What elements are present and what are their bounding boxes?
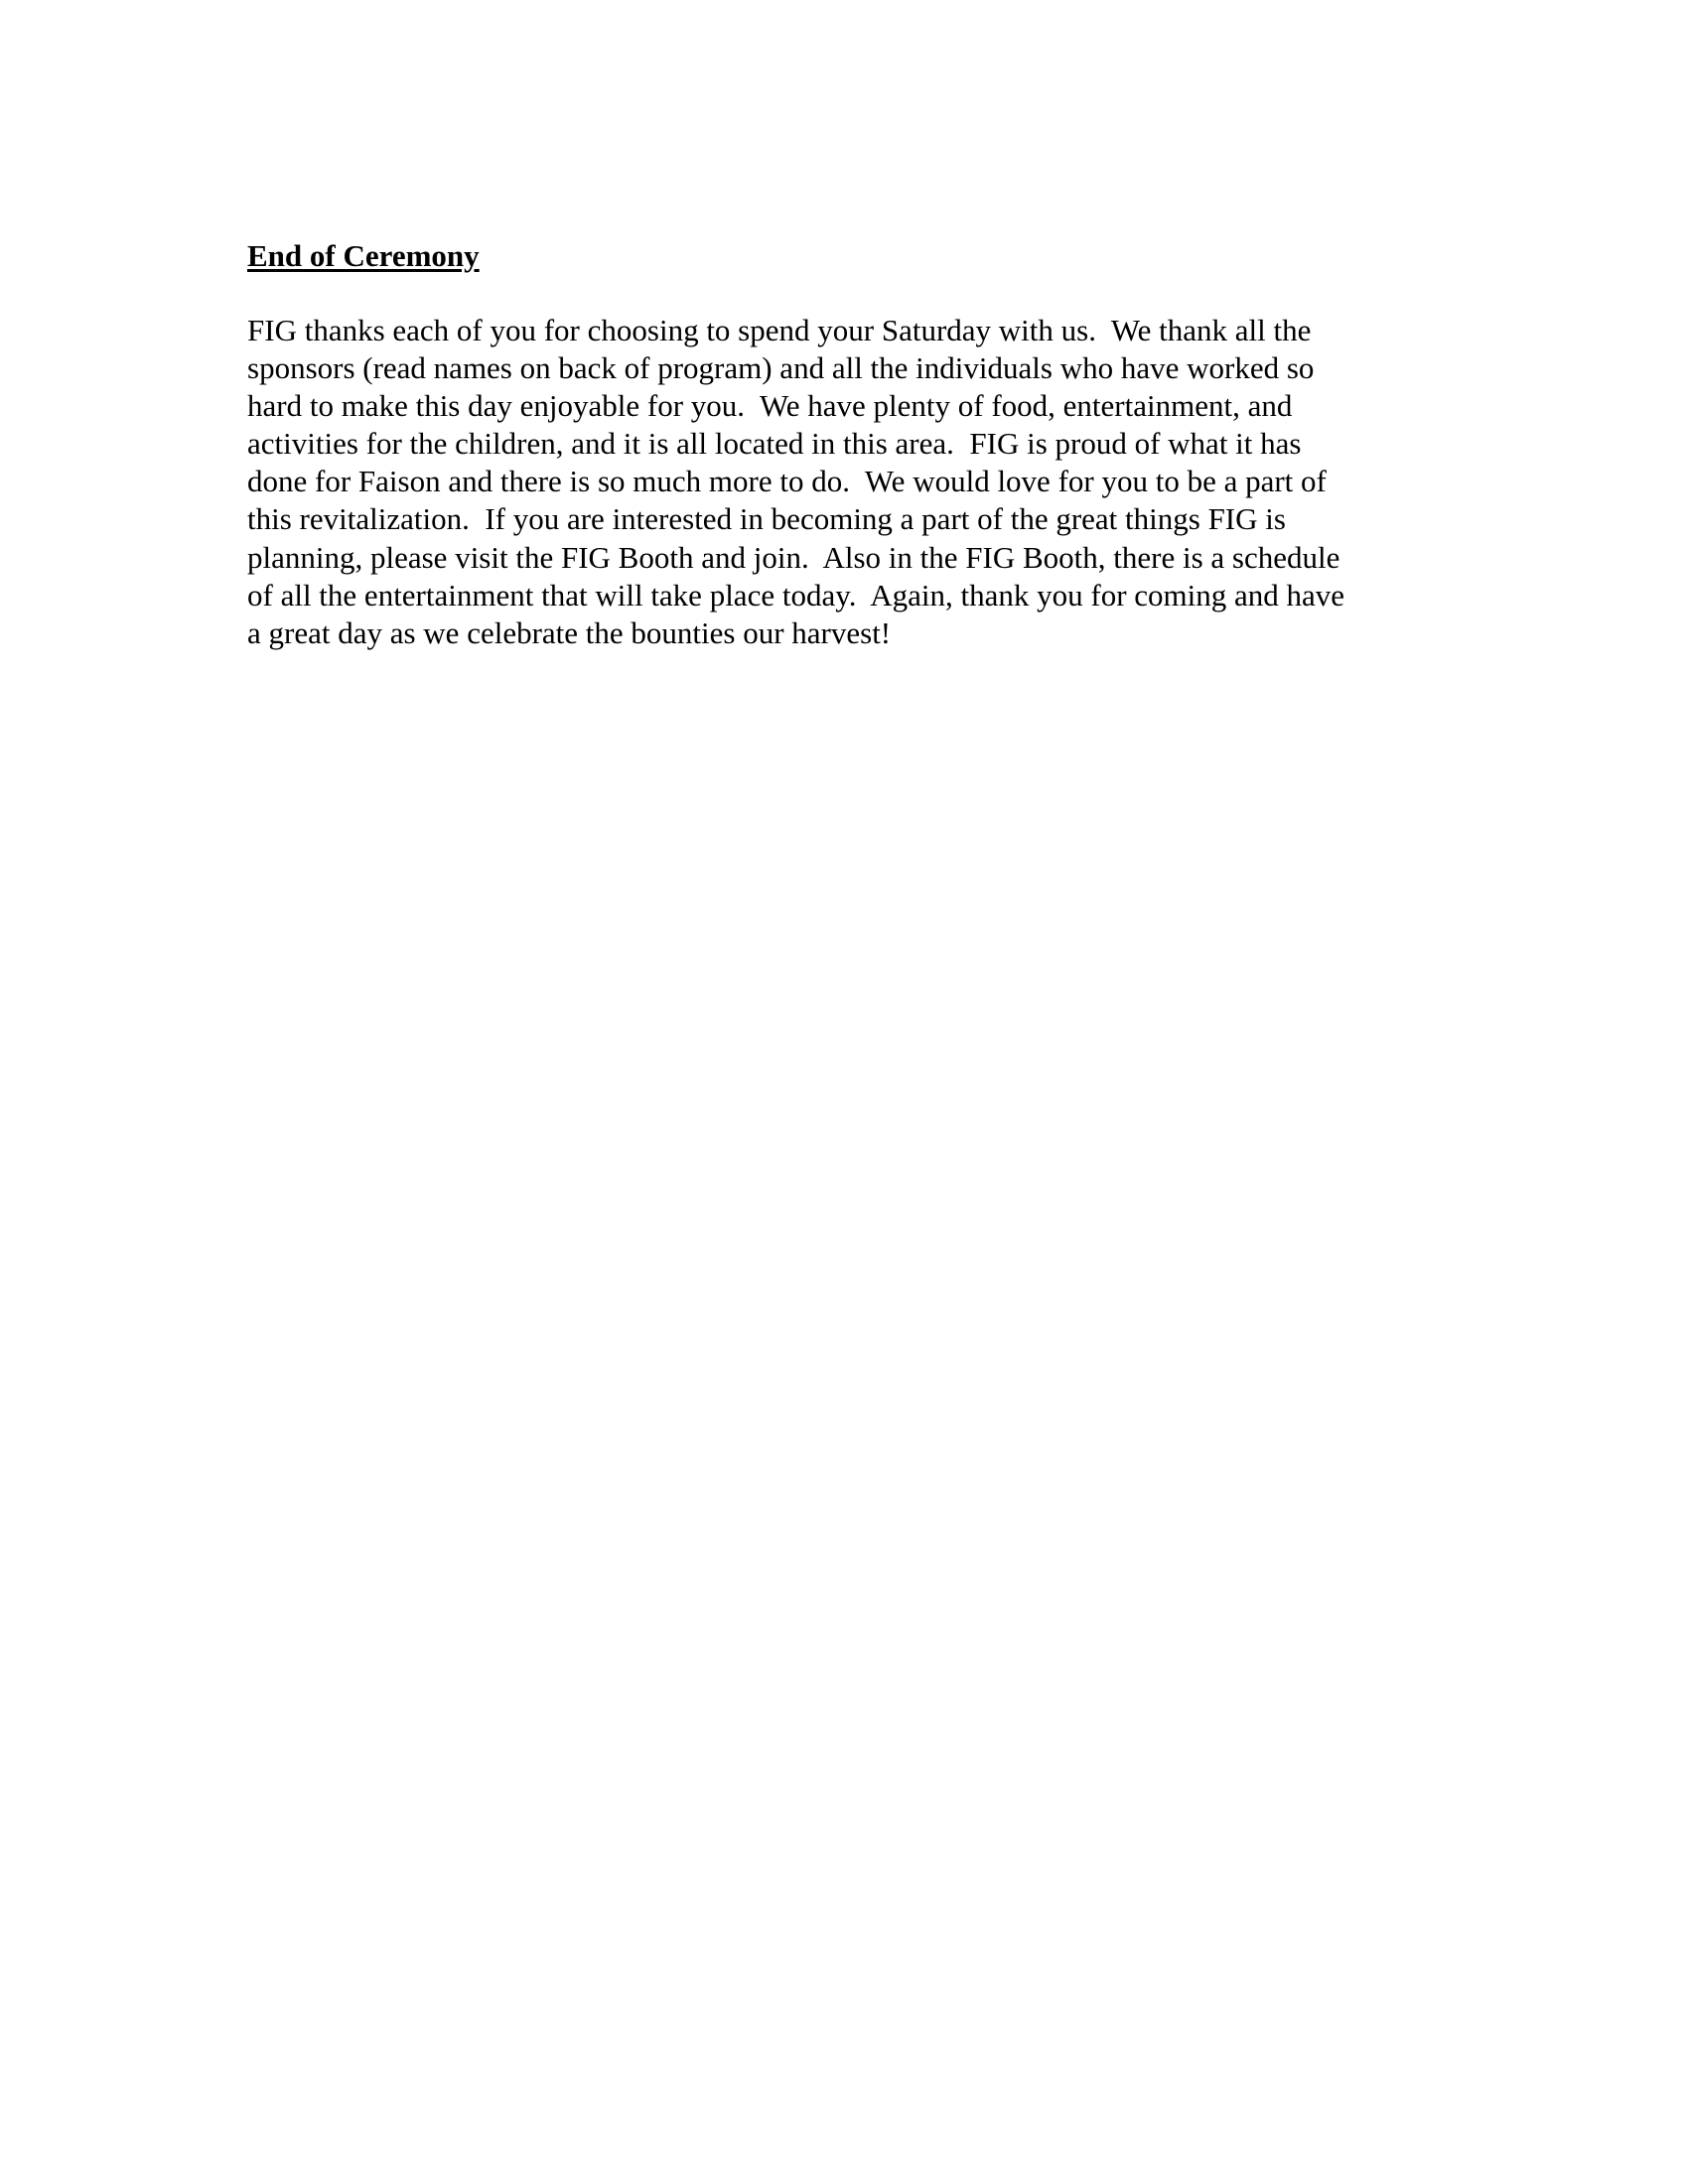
paragraph-line: done for Faison and there is so much more to do. We would love for you to be a part of [247,464,1327,499]
section-heading: End of Ceremony [247,238,480,273]
paragraph-line: of all the entertainment that will take place today. Again, thank you for coming and have [247,577,1345,613]
paragraph-line: sponsors (read names on back of program) and all the individuals who have worked so [247,350,1315,386]
paragraph-line: a great day as we celebrate the bounties our harvest! [247,614,892,650]
paragraph-line: this revitalization. If you are interested in becoming a part of the great things FIG is [247,501,1286,537]
body-paragraph [247,312,1498,652]
paragraph-line: FIG thanks each of you for choosing to spend your Saturday with us. We thank all the [247,313,1312,347]
paragraph-line: hard to make this day enjoyable for you. We have plenty of food, entertainment, and [247,388,1293,424]
paragraph-line: planning, please visit the FIG Booth and join. Also in the FIG Booth, there is a schedule [247,539,1340,575]
paragraph-line: activities for the children, and it is all located in this area. FIG is proud of what it has [247,426,1302,462]
